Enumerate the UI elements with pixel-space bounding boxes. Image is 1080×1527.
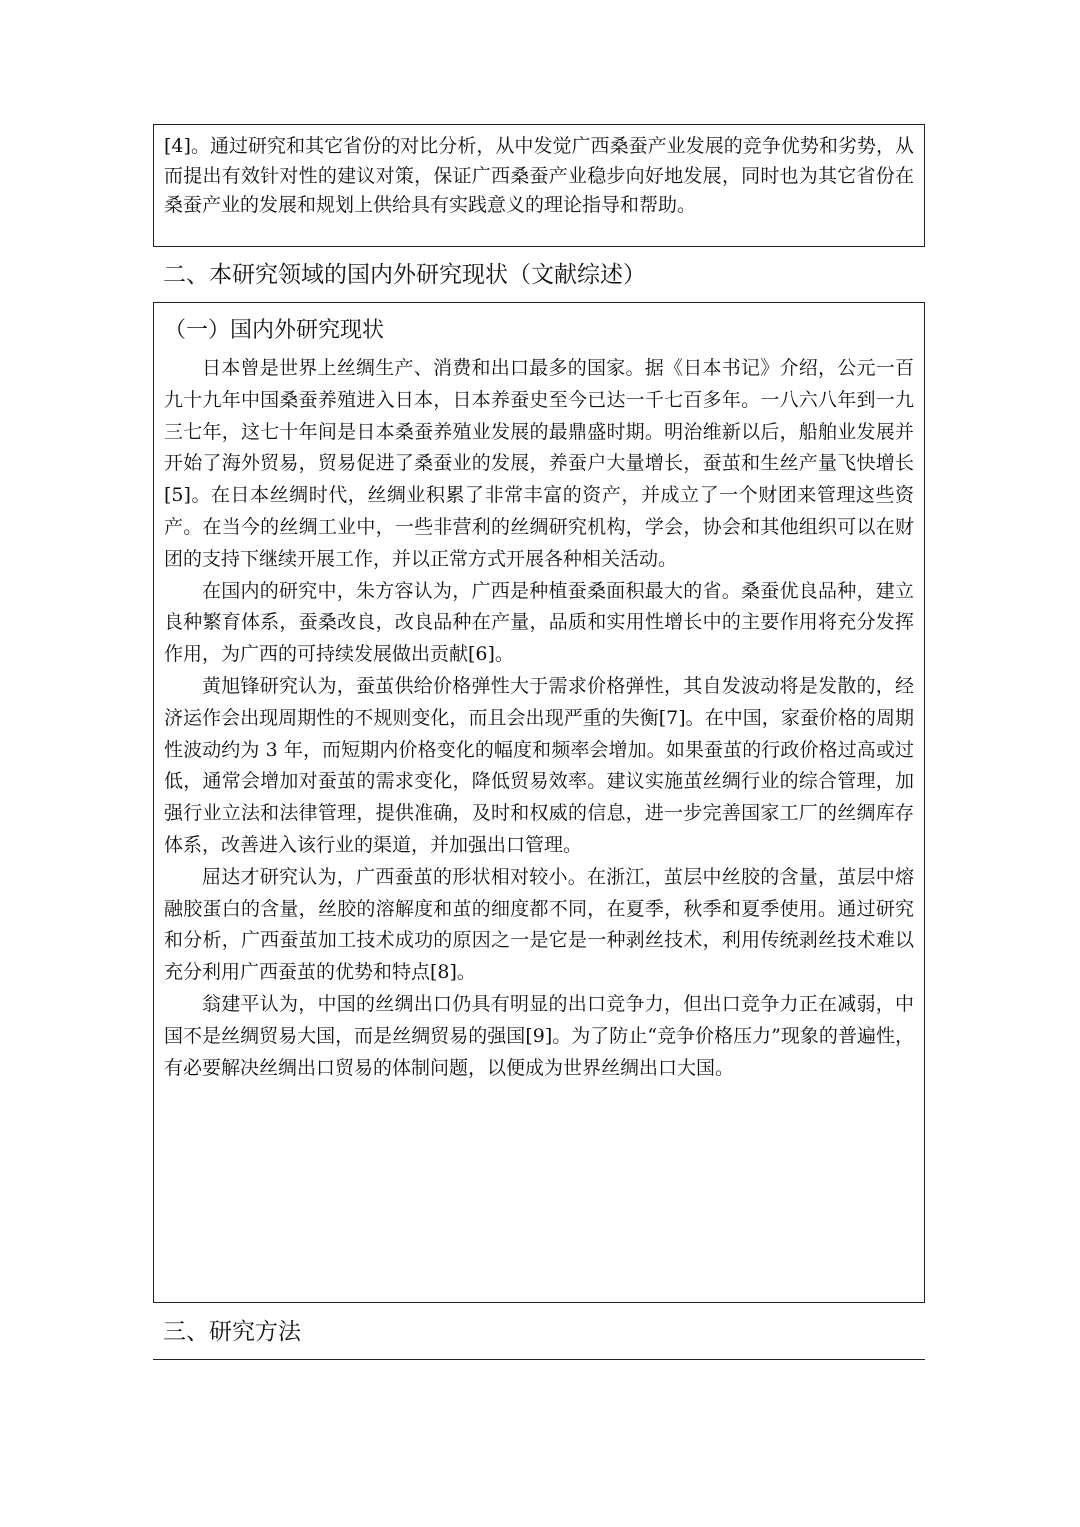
subsection-heading: （一）国内外研究现状	[164, 318, 385, 343]
paragraph-huang-xufeng: 黄旭锋研究认为，蚕茧供给价格弹性大于需求价格弹性，其自发波动将是发散的，经济运作会出现周期性的不规则变化，而且会出现严重的失衡[7]。在中国，家蚕价格的周期性波动约为 3 年，而短期内价格变化的幅度和频率会增加。如果蚕茧的行政价格过高或过低，通常会增加对蚕茧的需求变化，降低贸易效率。建议实施茧丝绸行业的综合管理，加强行业立法和法律管理，提供准确，及时和权威的信息，进一步完善国家工厂的丝绸库存体系，改善进入该行业的渠道，并加强出口管理。	[164, 674, 914, 856]
section-1-text-box	[153, 124, 925, 247]
paragraph-japan: 日本曾是世界上丝绸生产、消费和出口最多的国家。据《日本书记》介绍，公元一百九十九年中国桑蚕养殖进入日本，日本养蚕史至今已达一千七百多年。一八六八年到一九三七年，这七十年间是日本桑蚕养殖业发展的最鼎盛时期。明治维新以后，船舶业发展并开始了海外贸易，贸易促进了桑蚕业的发展，养蚕户大量增长，蚕茧和生丝产量飞快增长[5]。在日本丝绸时代，丝绸业积累了非常丰富的资产，并成立了一个财团来管理这些资产。在当今的丝绸工业中，一些非营利的丝绸研究机构，学会，协会和其他组织可以在财团的支持下继续开展工作，并以正常方式开展各种相关活动。	[164, 357, 914, 570]
paragraph-zhu-fangrong: 在国内的研究中，朱方容认为，广西是种植蚕桑面积最大的省。桑蚕优良品种，建立良种繁育体系，蚕桑改良，改良品种在产量，品质和实用性增长中的主要作用将充分发挥作用，为广西的可持续发展做出贡献[6]。	[164, 579, 914, 666]
paragraph-qu-dacai: 屈达才研究认为，广西蚕茧的形状相对较小。在浙江，茧层中丝胶的含量，茧层中熔融胶蛋白的含量，丝胶的溶解度和茧的细度都不同，在夏季，秋季和夏季使用。通过研究和分析，广西蚕茧加工技术成功的原因之一是它是一种剥丝技术，利用传统剥丝技术难以充分利用广西蚕茧的优势和特点[8]。	[164, 865, 914, 984]
paragraph-weng-jianping: 翁建平认为，中国的丝绸出口仍具有明显的出口竞争力，但出口竞争力正在减弱，中国不是丝绸贸易大国，而是丝绸贸易的强国[9]。为了防止“竞争价格压力”现象的普遍性，有必要解决丝绸出口贸易的体制问题，以便成为世界丝绸出口大国。	[164, 992, 914, 1079]
literature-review-box	[153, 302, 925, 1303]
section-1-tail-text: [4]。通过研究和其它省份的对比分析，从中发觉广西桑蚕产业发展的竞争优势和劣势，从而提出有效针对性的建议对策，保证广西桑蚕产业稳步向好地发展，同时也为其它省份在桑蚕产业的发展和规划上供给具有实践意义的理论指导和帮助。	[164, 135, 914, 216]
section-2-heading: 二、本研究领域的国内外研究现状（文献综述）	[163, 262, 646, 288]
section-divider	[153, 1359, 925, 1360]
section-3-heading: 三、研究方法	[163, 1319, 301, 1345]
